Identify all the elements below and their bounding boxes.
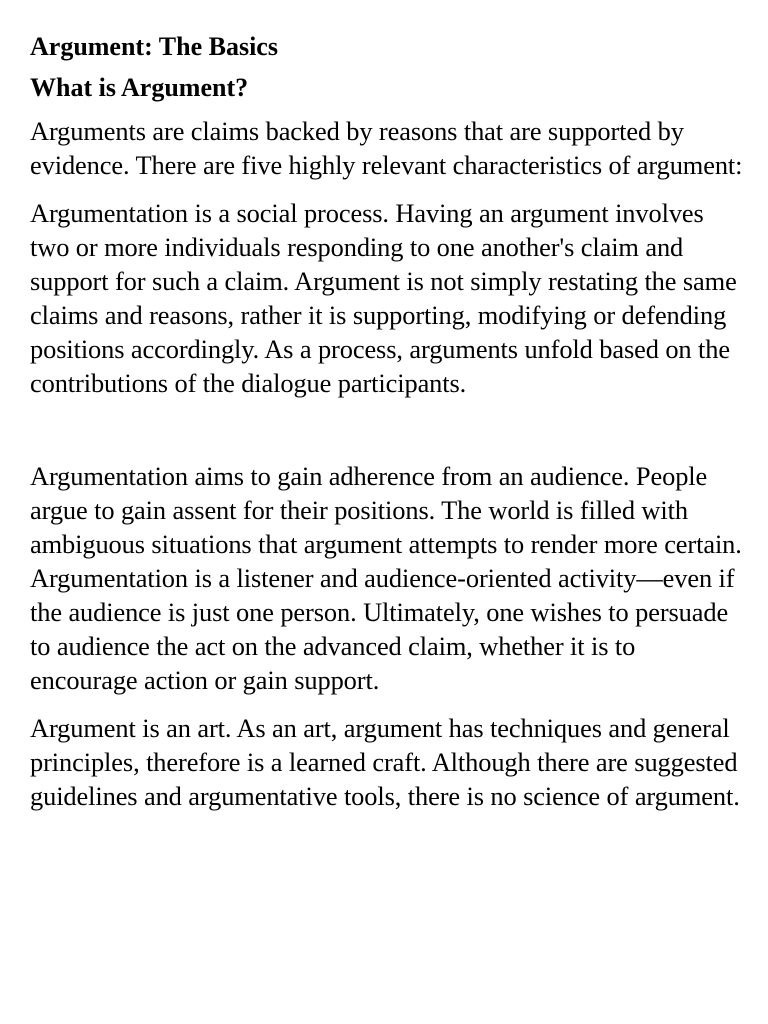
- paragraph-audience: Argumentation aims to gain adherence from an audience. People argue to gain assent for their positions. The world is filled with ambiguous situations that argument attempts to render more certain. Argumentation is a listener and audience-oriented activity—even if the audience is just one person. Ultimately, one wishes to persuade to audience the act on the advanced claim, whether it is to encourage action or gain support.: [30, 461, 742, 695]
- document-page: [30, 30, 744, 827]
- document-title: Argument: The Basics: [30, 32, 278, 61]
- paragraph-intro: Arguments are claims backed by reasons that are supported by evidence. There are five highly relevant characteristics of argument:: [30, 116, 743, 180]
- section-heading: What is Argument?: [30, 73, 249, 102]
- paragraph-social-process: Argumentation is a social process. Having an argument involves two or more individuals responding to one another's claim and support for such a claim. Argument is not simply restating the same claims and reasons, rather it is supporting, modifying or defending positions accordingly. As a process, arguments unfold based on the contributions of the dialogue participants.: [30, 198, 737, 398]
- paragraph-art: Argument is an art. As an art, argument has techniques and general principles, therefore is a learned craft. Although there are suggested guidelines and argumentative tools, there is no science of argument.: [30, 713, 740, 811]
